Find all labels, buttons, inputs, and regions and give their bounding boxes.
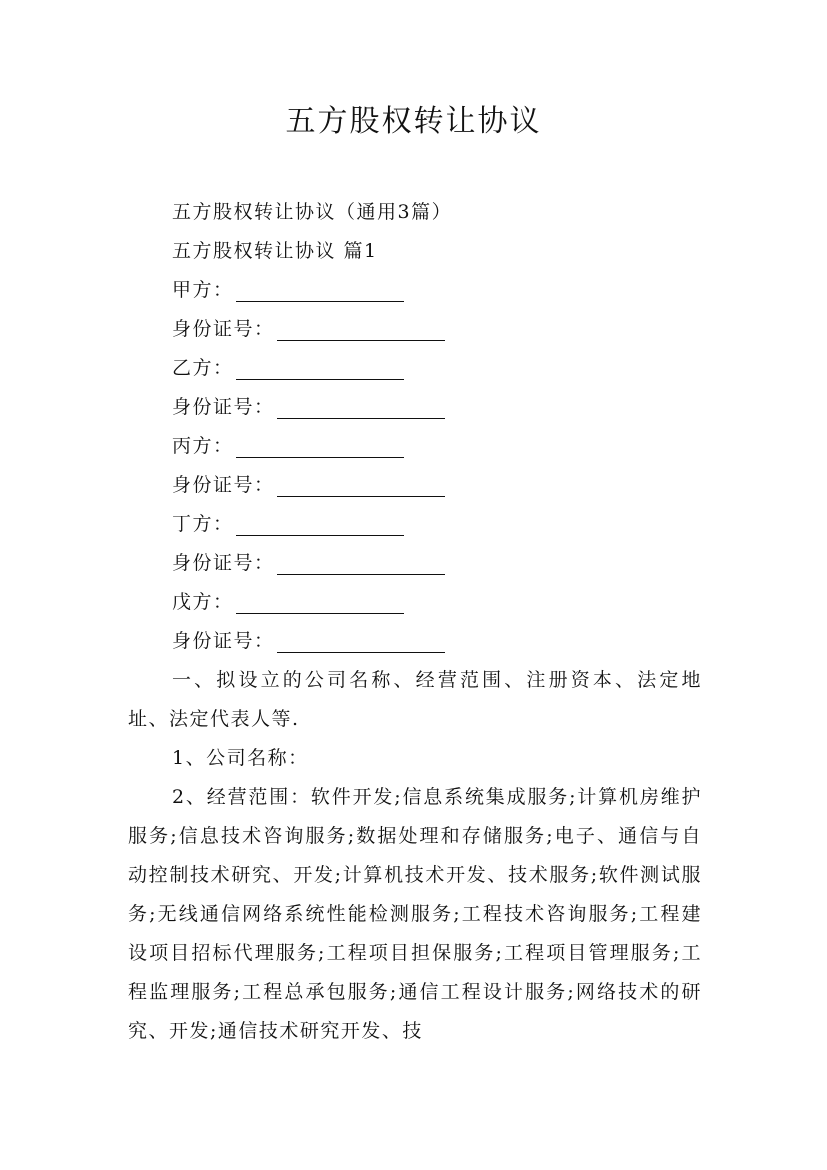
clause-1-2: 2、经营范围：软件开发;信息系统集成服务;计算机房维护服务;信息技术咨询服务;数据处理和存储服务;电子、通信与自动控制技术研究、开发;计算机技术开发、技术服务;软件测试服务;无线通信网络系统性能检测服务;工程技术咨询服务;工程建设项目招标代理服务;工程项目担保服务;工程项目管理服务;工程监理服务;工程总承包服务;通信工程设计服务;网络技术的研究、开发;通信技术研究开发、技	[128, 786, 702, 1042]
party-a-line	[128, 271, 702, 310]
party-e-id-label: 身份证号：	[172, 630, 275, 652]
party-c-id-line	[128, 466, 702, 505]
section-heading: 五方股权转让协议 篇1	[172, 240, 378, 262]
party-c-id-blank	[277, 472, 445, 497]
party-b-label: 乙方：	[172, 357, 234, 379]
party-b-id-label: 身份证号：	[172, 396, 275, 418]
party-c-label: 丙方：	[172, 435, 234, 457]
party-e-blank	[236, 589, 404, 614]
party-b-id-blank	[277, 394, 445, 419]
party-c-line	[128, 427, 702, 466]
party-a-id-blank	[277, 316, 445, 341]
party-d-id-line	[128, 544, 702, 583]
document-title: 五方股权转让协议	[285, 104, 542, 139]
party-e-line	[128, 583, 702, 622]
party-e-id-line	[128, 622, 702, 661]
party-b-id-line	[128, 388, 702, 427]
party-a-id-label: 身份证号：	[172, 318, 275, 340]
party-a-blank	[236, 277, 404, 302]
party-c-id-label: 身份证号：	[172, 474, 275, 496]
party-d-id-label: 身份证号：	[172, 552, 275, 574]
party-b-blank	[236, 355, 404, 380]
party-d-blank	[236, 511, 404, 536]
subtitle-line: 五方股权转让协议（通用3篇）	[172, 201, 453, 223]
party-d-line	[128, 505, 702, 544]
party-a-label: 甲方：	[172, 279, 234, 301]
party-c-blank	[236, 433, 404, 458]
party-b-line	[128, 349, 702, 388]
party-e-label: 戊方：	[172, 591, 234, 613]
clause-1-1: 1、公司名称：	[172, 747, 309, 769]
clause-1: 一、拟设立的公司名称、经营范围、注册资本、法定地址、法定代表人等.	[128, 669, 702, 730]
party-a-id-line	[128, 310, 702, 349]
document-body	[128, 193, 702, 1051]
party-e-id-blank	[277, 628, 445, 653]
party-d-id-blank	[277, 550, 445, 575]
party-d-label: 丁方：	[172, 513, 234, 535]
